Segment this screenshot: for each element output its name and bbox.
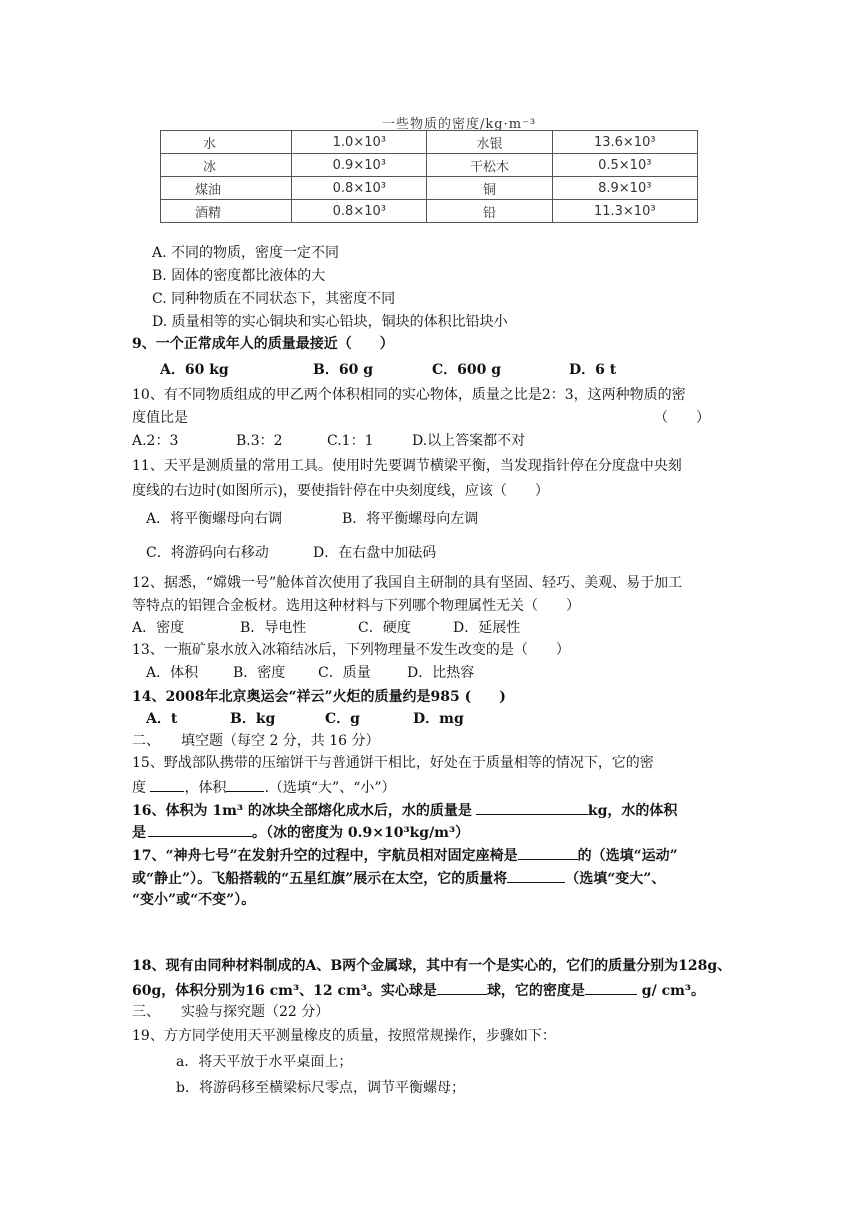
answer-blank[interactable]: [437, 980, 487, 995]
q18-text: g/ cm³。: [636, 983, 706, 999]
q14-option-d: D．mg: [413, 711, 464, 727]
q16-text: kg，水的体积: [587, 803, 678, 819]
q8-option-b: B. 固体的密度都比液体的大: [152, 268, 326, 284]
q8-option-d: D. 质量相等的实心铜块和实心铅块，铜块的体积比铅块小: [152, 314, 508, 330]
q15-line2: [132, 777, 396, 797]
answer-blank[interactable]: [585, 980, 637, 995]
q12-line1: 12、据悉，“嫦娥一号”舱体首次使用了我国自主研制的具有坚固、轻巧、美观、易于加工: [132, 575, 683, 591]
q9-stem: 9、一个正常成年人的质量最接近（ ）: [132, 336, 394, 352]
q11-option-c: C．将游码向右移动: [146, 545, 269, 561]
q10-option-d: D.以上答案都不对: [412, 433, 526, 449]
q18-line1: 18、现有由同种材料制成的A、B两个金属球，其中有一个是实心的，它们的质量分别为128g、: [132, 958, 732, 974]
q9-option-b: B．60 g: [313, 362, 373, 378]
table-row: [161, 131, 698, 154]
q14-stem: 14、2008年北京奥运会“祥云”火炬的质量约是985 ( ): [132, 689, 506, 705]
q15-text: .（选填“大”、“小”）: [264, 780, 396, 796]
q12-option-a: A．密度: [132, 620, 185, 636]
q8-option-c: C. 同种物质在不同状态下，其密度不同: [152, 291, 396, 307]
table-cell: 1.0×10³: [292, 131, 427, 154]
q19-step-a: a．将天平放于水平桌面上；: [176, 1054, 353, 1070]
q18-text: 球，它的密度是: [486, 983, 585, 999]
q17-text: （选填“变大”、: [565, 871, 666, 887]
q15-line1: 15、野战部队携带的压缩饼干与普通饼干相比，好处在于质量相等的情况下，它的密: [132, 755, 654, 771]
q13-option-d: D．比热容: [407, 665, 475, 681]
q13-option-b: B．密度: [233, 665, 286, 681]
q10-option-a: A.2：3: [132, 433, 179, 449]
table-cell: 8.9×10³: [552, 177, 697, 200]
q11-line1: 11、天平是测质量的常用工具。使用时先要调节横梁平衡，当发现指针停在分度盘中央刻: [132, 458, 682, 474]
q17-text: 的（选填“运动”: [577, 848, 678, 864]
answer-blank[interactable]: [476, 800, 588, 815]
answer-blank[interactable]: [148, 822, 252, 837]
q14-option-c: C．g: [325, 711, 360, 727]
q14-option-a: A．t: [146, 711, 178, 727]
q9-option-d: D．6 t: [569, 362, 617, 378]
q11-option-d: D．在右盘中加砝码: [313, 545, 437, 561]
q12-option-c: C．硬度: [358, 620, 411, 636]
table-cell: 干松木: [427, 154, 552, 177]
q15-text: 度: [132, 780, 146, 796]
q10-line1: 10、有不同物质组成的甲乙两个体积相同的实心物体，质量之比是2：3，这两种物质的密: [132, 387, 686, 403]
table-cell: 0.8×10³: [292, 200, 427, 223]
table-cell: 酒精: [161, 200, 292, 223]
q15-text: ，体积: [184, 780, 227, 796]
section-heading-experiment: 三、 实验与探究题（22 分）: [132, 1004, 330, 1020]
q16-line1: [132, 800, 677, 820]
q17-text: 或“静止”）。飞船搭载的“五星红旗”展示在太空，它的质量将: [132, 871, 508, 887]
q10-option-b: B.3：2: [236, 433, 283, 449]
table-cell: 0.8×10³: [292, 177, 427, 200]
q18-text: 60g，体积分别为16 cm³、12 cm³。实心球是: [132, 983, 437, 999]
q11-option-a: A．将平衡螺母向右调: [146, 511, 283, 527]
table-cell: 水银: [427, 131, 552, 154]
section-heading-fill-in: 二、 填空题（每空 2 分，共 16 分）: [132, 733, 380, 749]
q12-line2: 等特点的铝锂合金板材。选用这种材料与下列哪个物理属性无关（ ）: [132, 598, 580, 614]
table-cell: 0.9×10³: [292, 154, 427, 177]
table-cell: 铅: [427, 200, 552, 223]
q11-option-b: B．将平衡螺母向左调: [342, 511, 479, 527]
q14-option-b: B．kg: [230, 711, 276, 727]
q10-paren: （ ）: [654, 410, 710, 426]
q9-option-a: A．60 kg: [160, 362, 229, 378]
table-cell: 0.5×10³: [552, 154, 697, 177]
q13-stem: 13、一瓶矿泉水放入冰箱结冰后，下列物理量不发生改变的是（ ）: [132, 642, 570, 658]
table-caption: 一些物质的密度/kg·m⁻³: [382, 117, 537, 132]
table-row: [161, 177, 698, 200]
answer-blank[interactable]: [150, 777, 184, 792]
q8-option-a: A. 不同的物质，密度一定不同: [152, 245, 340, 261]
q16-text: 16、体积为 1m³ 的冰块全部熔化成水后，水的质量是: [132, 803, 472, 819]
table-row: [161, 154, 698, 177]
q13-option-c: C．质量: [318, 665, 371, 681]
q19-stem: 19、方方同学使用天平测量橡皮的质量，按照常规操作，步骤如下：: [132, 1028, 556, 1044]
q19-step-b: b．将游码移至横梁标尺零点，调节平衡螺母；: [176, 1080, 465, 1096]
answer-blank[interactable]: [507, 868, 565, 883]
table-row: [161, 200, 698, 223]
q11-line2: 度线的右边时(如图所示)，要使指针停在中央刻度线，应该（ ）: [132, 483, 549, 499]
q17-line1: [132, 845, 678, 865]
q17-line2: [132, 868, 665, 888]
q17-text: 17、“神舟七号”在发射升空的过程中，宇航员相对固定座椅是: [132, 848, 518, 864]
q10-option-c: C.1：1: [327, 433, 374, 449]
q16-line2: [132, 822, 469, 842]
table-cell: 水: [161, 131, 292, 154]
q12-option-b: B．导电性: [240, 620, 307, 636]
table-cell: 冰: [161, 154, 292, 177]
q12-option-d: D．延展性: [453, 620, 521, 636]
table-cell: 13.6×10³: [552, 131, 697, 154]
answer-blank[interactable]: [518, 845, 578, 860]
q13-option-a: A．体积: [146, 665, 199, 681]
answer-blank[interactable]: [226, 777, 264, 792]
q18-line2: [132, 980, 705, 1000]
table-cell: 11.3×10³: [552, 200, 697, 223]
q17-line3: “变小”或“不变”）。: [132, 892, 256, 908]
q16-text: 。（冰的密度为 0.9×10³kg/m³）: [252, 825, 470, 841]
q10-line2: 度值比是: [132, 410, 188, 426]
table-cell: 煤油: [161, 177, 292, 200]
density-table: [160, 130, 698, 223]
q9-option-c: C．600 g: [432, 362, 502, 378]
table-cell: 铜: [427, 177, 552, 200]
q16-text: 是: [132, 825, 146, 841]
